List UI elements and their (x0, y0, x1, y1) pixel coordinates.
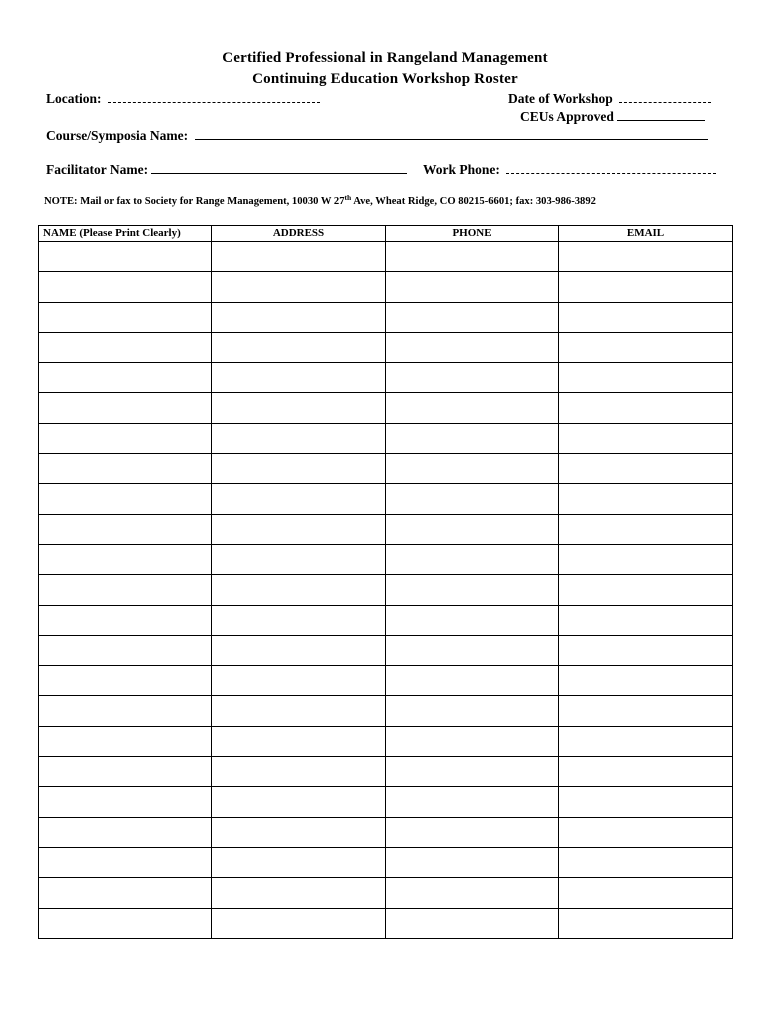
address-cell[interactable] (212, 787, 386, 817)
column-header-phone: PHONE (386, 226, 559, 242)
email-cell[interactable] (559, 575, 733, 605)
address-cell[interactable] (212, 514, 386, 544)
note-superscript: th (344, 193, 352, 202)
name-cell[interactable] (39, 787, 212, 817)
roster-row (39, 605, 733, 635)
note-text-suffix: Ave, Wheat Ridge, CO 80215-6601; fax: 303-986-3892 (351, 196, 596, 207)
roster-body (39, 242, 733, 939)
phone-cell[interactable] (386, 635, 559, 665)
address-cell[interactable] (212, 242, 386, 272)
phone-cell[interactable] (386, 726, 559, 756)
roster-row (39, 757, 733, 787)
address-cell[interactable] (212, 726, 386, 756)
roster-row (39, 908, 733, 938)
address-cell[interactable] (212, 363, 386, 393)
address-cell[interactable] (212, 757, 386, 787)
roster-row (39, 454, 733, 484)
phone-cell[interactable] (386, 423, 559, 453)
roster-header-row (39, 226, 733, 242)
location-input-line[interactable] (108, 90, 320, 103)
phone-cell[interactable] (386, 484, 559, 514)
email-cell[interactable] (559, 847, 733, 877)
roster-row (39, 332, 733, 362)
phone-cell[interactable] (386, 878, 559, 908)
roster-row (39, 878, 733, 908)
address-cell[interactable] (212, 332, 386, 362)
name-cell[interactable] (39, 666, 212, 696)
roster-row (39, 575, 733, 605)
roster-row (39, 666, 733, 696)
email-cell[interactable] (559, 878, 733, 908)
name-cell[interactable] (39, 272, 212, 302)
facilitator-name-field (46, 161, 407, 178)
name-cell[interactable] (39, 696, 212, 726)
roster-row (39, 514, 733, 544)
column-header-name: NAME (Please Print Clearly) (39, 226, 212, 242)
phone-cell[interactable] (386, 847, 559, 877)
phone-cell[interactable] (386, 757, 559, 787)
email-cell[interactable] (559, 514, 733, 544)
course-name-label: Course/Symposia Name: (46, 128, 189, 143)
email-cell[interactable] (559, 605, 733, 635)
ceus-approved-input-line[interactable] (617, 108, 705, 121)
column-header-email: EMAIL (559, 226, 733, 242)
name-cell[interactable] (39, 847, 212, 877)
name-cell[interactable] (39, 423, 212, 453)
address-cell[interactable] (212, 272, 386, 302)
ceus-approved-field (520, 108, 705, 125)
roster-row (39, 817, 733, 847)
email-cell[interactable] (559, 726, 733, 756)
name-cell[interactable] (39, 302, 212, 332)
name-cell[interactable] (39, 635, 212, 665)
name-cell[interactable] (39, 908, 212, 938)
phone-cell[interactable] (386, 363, 559, 393)
roster-row (39, 272, 733, 302)
email-cell[interactable] (559, 484, 733, 514)
phone-cell[interactable] (386, 514, 559, 544)
phone-cell[interactable] (386, 242, 559, 272)
phone-cell[interactable] (386, 605, 559, 635)
facilitator-name-input-line[interactable] (151, 161, 407, 174)
name-cell[interactable] (39, 242, 212, 272)
name-cell[interactable] (39, 393, 212, 423)
email-cell[interactable] (559, 454, 733, 484)
mailing-note (44, 195, 596, 209)
address-cell[interactable] (212, 605, 386, 635)
email-cell[interactable] (559, 696, 733, 726)
roster-row (39, 847, 733, 877)
phone-cell[interactable] (386, 544, 559, 574)
phone-cell[interactable] (386, 272, 559, 302)
roster-row (39, 696, 733, 726)
location-label: Location: (46, 91, 102, 106)
address-cell[interactable] (212, 666, 386, 696)
name-cell[interactable] (39, 332, 212, 362)
roster-row (39, 393, 733, 423)
address-cell[interactable] (212, 817, 386, 847)
address-cell[interactable] (212, 575, 386, 605)
course-name-input-line[interactable] (195, 127, 708, 140)
email-cell[interactable] (559, 817, 733, 847)
name-cell[interactable] (39, 757, 212, 787)
phone-cell[interactable] (386, 696, 559, 726)
date-of-workshop-input-line[interactable] (619, 90, 711, 103)
address-cell[interactable] (212, 908, 386, 938)
roster-row (39, 484, 733, 514)
email-cell[interactable] (559, 423, 733, 453)
date-of-workshop-field (508, 90, 711, 107)
name-cell[interactable] (39, 514, 212, 544)
address-cell[interactable] (212, 393, 386, 423)
email-cell[interactable] (559, 242, 733, 272)
phone-cell[interactable] (386, 302, 559, 332)
email-cell[interactable] (559, 272, 733, 302)
work-phone-field (423, 161, 716, 178)
phone-cell[interactable] (386, 332, 559, 362)
form-subtitle: Continuing Education Workshop Roster (252, 71, 518, 87)
email-cell[interactable] (559, 302, 733, 332)
email-cell[interactable] (559, 635, 733, 665)
roster-row (39, 787, 733, 817)
roster-row (39, 363, 733, 393)
address-cell[interactable] (212, 544, 386, 574)
email-cell[interactable] (559, 544, 733, 574)
address-cell[interactable] (212, 878, 386, 908)
email-cell[interactable] (559, 332, 733, 362)
email-cell[interactable] (559, 363, 733, 393)
name-cell[interactable] (39, 878, 212, 908)
address-cell[interactable] (212, 847, 386, 877)
address-cell[interactable] (212, 454, 386, 484)
roster-row (39, 635, 733, 665)
name-cell[interactable] (39, 817, 212, 847)
name-cell[interactable] (39, 575, 212, 605)
name-cell[interactable] (39, 544, 212, 574)
facilitator-name-label: Facilitator Name: (46, 162, 149, 177)
phone-cell[interactable] (386, 454, 559, 484)
name-cell[interactable] (39, 454, 212, 484)
phone-cell[interactable] (386, 817, 559, 847)
name-cell[interactable] (39, 484, 212, 514)
phone-cell[interactable] (386, 666, 559, 696)
form-title: Certified Professional in Rangeland Management (222, 50, 548, 66)
phone-cell[interactable] (386, 393, 559, 423)
course-name-field (46, 127, 708, 144)
email-cell[interactable] (559, 393, 733, 423)
email-cell[interactable] (559, 757, 733, 787)
location-field (46, 90, 320, 107)
phone-cell[interactable] (386, 787, 559, 817)
roster-row (39, 242, 733, 272)
name-cell[interactable] (39, 726, 212, 756)
ceus-approved-label: CEUs Approved (520, 109, 614, 124)
address-cell[interactable] (212, 484, 386, 514)
email-cell[interactable] (559, 787, 733, 817)
roster-table (38, 225, 733, 939)
note-text-prefix: NOTE: Mail or fax to Society for Range Management, 10030 W 27 (44, 196, 345, 207)
address-cell[interactable] (212, 635, 386, 665)
address-cell[interactable] (212, 302, 386, 332)
email-cell[interactable] (559, 908, 733, 938)
name-cell[interactable] (39, 363, 212, 393)
work-phone-label: Work Phone: (423, 162, 500, 177)
roster-row (39, 726, 733, 756)
roster-row (39, 544, 733, 574)
roster-row (39, 423, 733, 453)
email-cell[interactable] (559, 666, 733, 696)
column-header-address: ADDRESS (212, 226, 386, 242)
address-cell[interactable] (212, 696, 386, 726)
name-cell[interactable] (39, 605, 212, 635)
phone-cell[interactable] (386, 908, 559, 938)
date-of-workshop-label: Date of Workshop (508, 91, 613, 106)
roster-row (39, 302, 733, 332)
work-phone-input-line[interactable] (506, 161, 716, 174)
address-cell[interactable] (212, 423, 386, 453)
phone-cell[interactable] (386, 575, 559, 605)
